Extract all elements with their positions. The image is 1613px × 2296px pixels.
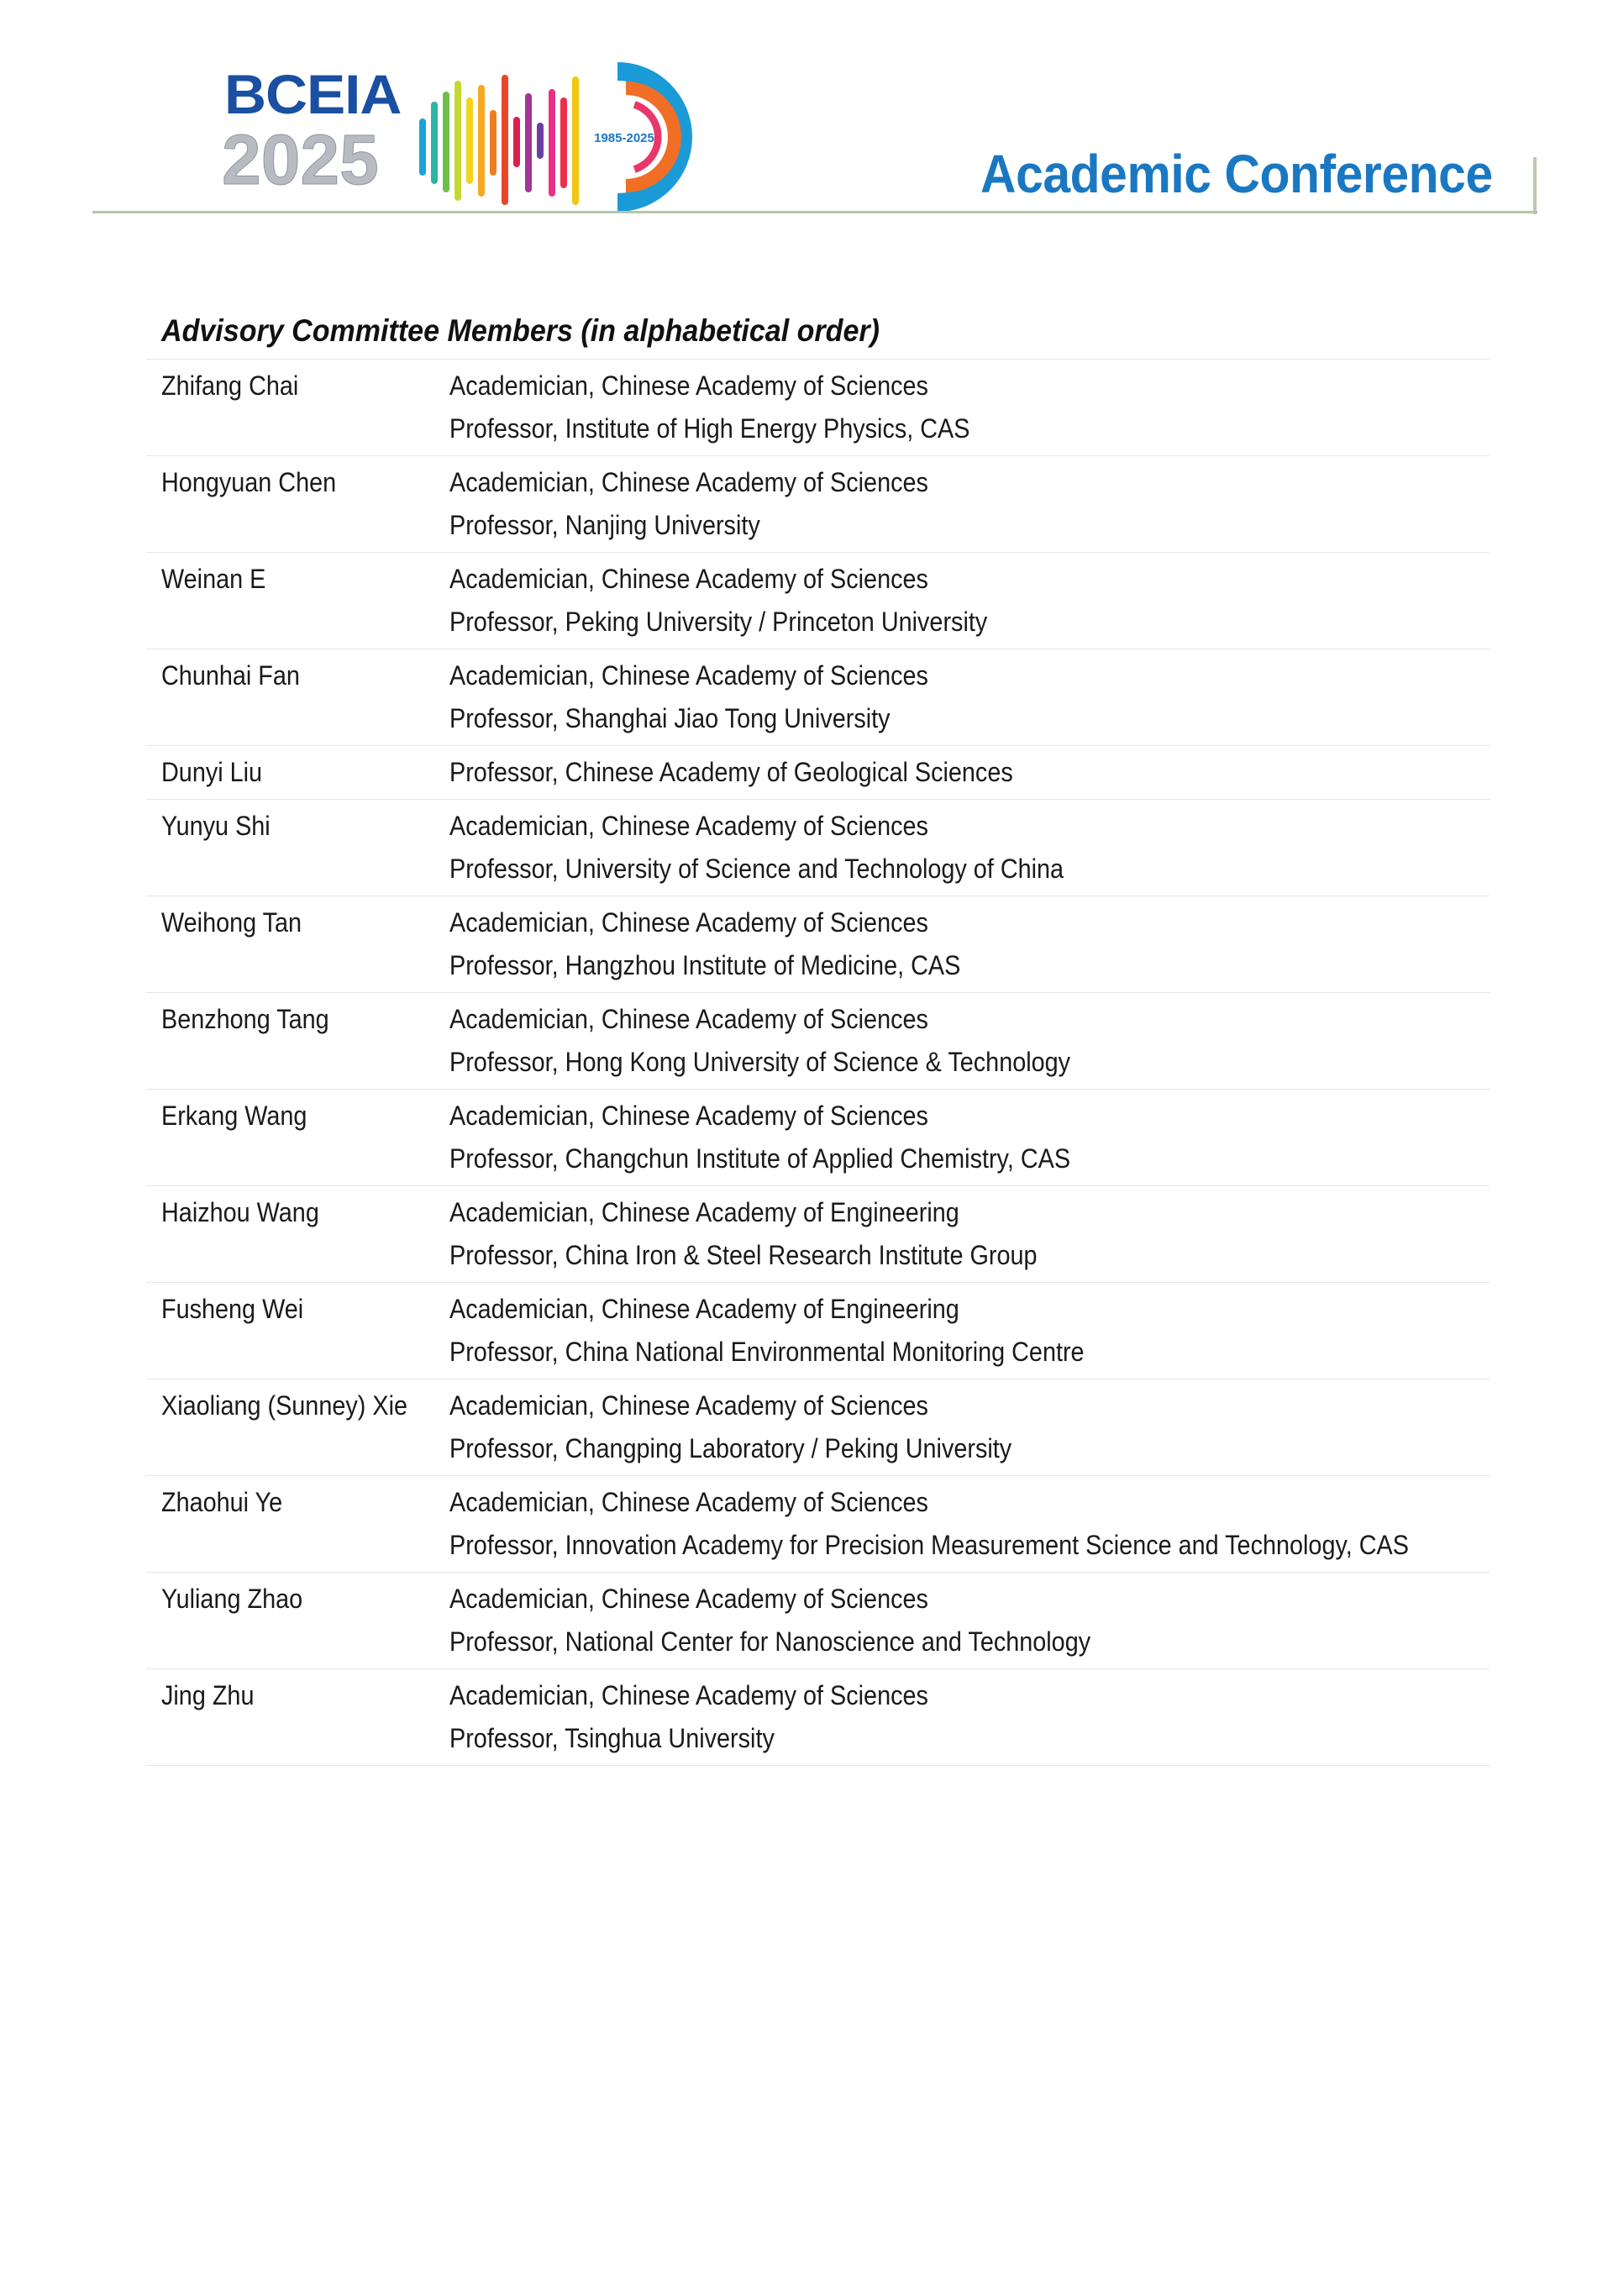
member-row	[146, 1573, 1490, 1669]
member-role: Professor, China National Environmental Monitoring Centre	[449, 1337, 1085, 1367]
member-roles	[449, 1095, 1490, 1180]
members-table	[146, 359, 1490, 1766]
member-row	[146, 1090, 1490, 1186]
logo-year: 2025	[222, 120, 379, 199]
member-role: Academician, Chinese Academy of Sciences	[449, 811, 928, 841]
member-row	[146, 1379, 1490, 1476]
bceia-logo-text: BCEIA	[224, 63, 402, 125]
member-role: Academician, Chinese Academy of Sciences	[449, 660, 928, 691]
member-name: Benzhong Tang	[161, 1004, 329, 1034]
member-role: Academician, Chinese Academy of Sciences	[449, 1390, 928, 1421]
member-role: Academician, Chinese Academy of Sciences	[449, 1680, 928, 1710]
section-title: Advisory Committee Members (in alphabetical order)	[161, 313, 880, 348]
member-name: Zhaohui Ye	[161, 1487, 283, 1517]
member-row	[146, 649, 1490, 746]
member-roles	[449, 461, 1490, 547]
member-name: Hongyuan Chen	[161, 467, 337, 497]
header-divider	[92, 211, 1537, 213]
member-role: Professor, National Center for Nanoscience and Technology	[449, 1626, 1091, 1657]
member-role: Academician, Chinese Academy of Engineering	[449, 1294, 959, 1324]
member-role: Professor, Institute of High Energy Physics, CAS	[449, 413, 970, 444]
member-role: Professor, Changping Laboratory / Peking University	[449, 1433, 1012, 1463]
member-roles	[449, 1481, 1490, 1567]
member-row	[146, 896, 1490, 993]
anniversary-years: 1985-2025	[594, 131, 654, 145]
member-row	[146, 1476, 1490, 1573]
member-roles	[449, 1384, 1490, 1470]
member-roles	[449, 365, 1490, 450]
member-roles	[449, 654, 1490, 740]
member-roles	[449, 998, 1490, 1084]
member-row	[146, 360, 1490, 456]
member-role: Academician, Chinese Academy of Sciences	[449, 1101, 928, 1131]
member-roles	[449, 1191, 1490, 1277]
member-roles	[449, 1578, 1490, 1663]
member-role: Professor, Nanjing University	[449, 510, 760, 540]
member-row	[146, 1186, 1490, 1283]
member-roles	[449, 1288, 1490, 1374]
member-role: Professor, Tsinghua University	[449, 1723, 775, 1753]
member-role: Academician, Chinese Academy of Sciences	[449, 907, 928, 938]
member-row	[146, 1669, 1490, 1766]
member-name: Yunyu Shi	[161, 811, 271, 841]
title-accent-bar	[1533, 157, 1537, 214]
member-name: Dunyi Liu	[161, 757, 263, 787]
member-role: Professor, Hangzhou Institute of Medicine, CAS	[449, 950, 961, 980]
page-header-title: Academic Conference	[980, 144, 1493, 204]
member-row	[146, 746, 1490, 800]
member-role: Professor, Innovation Academy for Precision Measurement Science and Technology, CAS	[449, 1530, 1409, 1560]
member-roles	[449, 751, 1490, 794]
member-name: Xiaoliang (Sunney) Xie	[161, 1390, 407, 1421]
member-row	[146, 456, 1490, 553]
member-role: Academician, Chinese Academy of Sciences	[449, 467, 928, 497]
member-role: Academician, Chinese Academy of Sciences	[449, 1584, 928, 1614]
member-role: Professor, China Iron & Steel Research Institute Group	[449, 1240, 1038, 1270]
member-role: Academician, Chinese Academy of Sciences	[449, 370, 928, 401]
member-name: Yuliang Zhao	[161, 1584, 303, 1614]
member-role: Professor, Peking University / Princeton University	[449, 607, 988, 637]
member-name: Weihong Tan	[161, 907, 302, 938]
member-row	[146, 1283, 1490, 1379]
member-role: Professor, Shanghai Jiao Tong University	[449, 703, 891, 733]
member-role: Academician, Chinese Academy of Sciences	[449, 1004, 928, 1034]
member-name: Jing Zhu	[161, 1680, 255, 1710]
member-role: Professor, Hong Kong University of Science & Technology	[449, 1047, 1071, 1077]
member-name: Weinan E	[161, 564, 266, 594]
member-role: Professor, Changchun Institute of Applied Chemistry, CAS	[449, 1143, 1071, 1174]
member-role: Professor, Chinese Academy of Geological Sciences	[449, 757, 1013, 787]
member-roles	[449, 1674, 1490, 1760]
member-name: Fusheng Wei	[161, 1294, 304, 1324]
member-role: Academician, Chinese Academy of Engineering	[449, 1197, 959, 1227]
member-role: Professor, University of Science and Technology of China	[449, 854, 1064, 884]
member-name: Haizhou Wang	[161, 1197, 319, 1227]
member-row	[146, 553, 1490, 649]
member-roles	[449, 558, 1490, 644]
member-role: Academician, Chinese Academy of Sciences	[449, 564, 928, 594]
member-name: Zhifang Chai	[161, 370, 299, 401]
member-roles	[449, 805, 1490, 891]
page-header	[0, 0, 1613, 218]
member-role: Academician, Chinese Academy of Sciences	[449, 1487, 928, 1517]
member-roles	[449, 901, 1490, 987]
member-name: Chunhai Fan	[161, 660, 300, 691]
member-name: Erkang Wang	[161, 1101, 307, 1131]
member-row	[146, 800, 1490, 896]
anniversary-logo-graphic	[416, 55, 706, 214]
member-row	[146, 993, 1490, 1090]
